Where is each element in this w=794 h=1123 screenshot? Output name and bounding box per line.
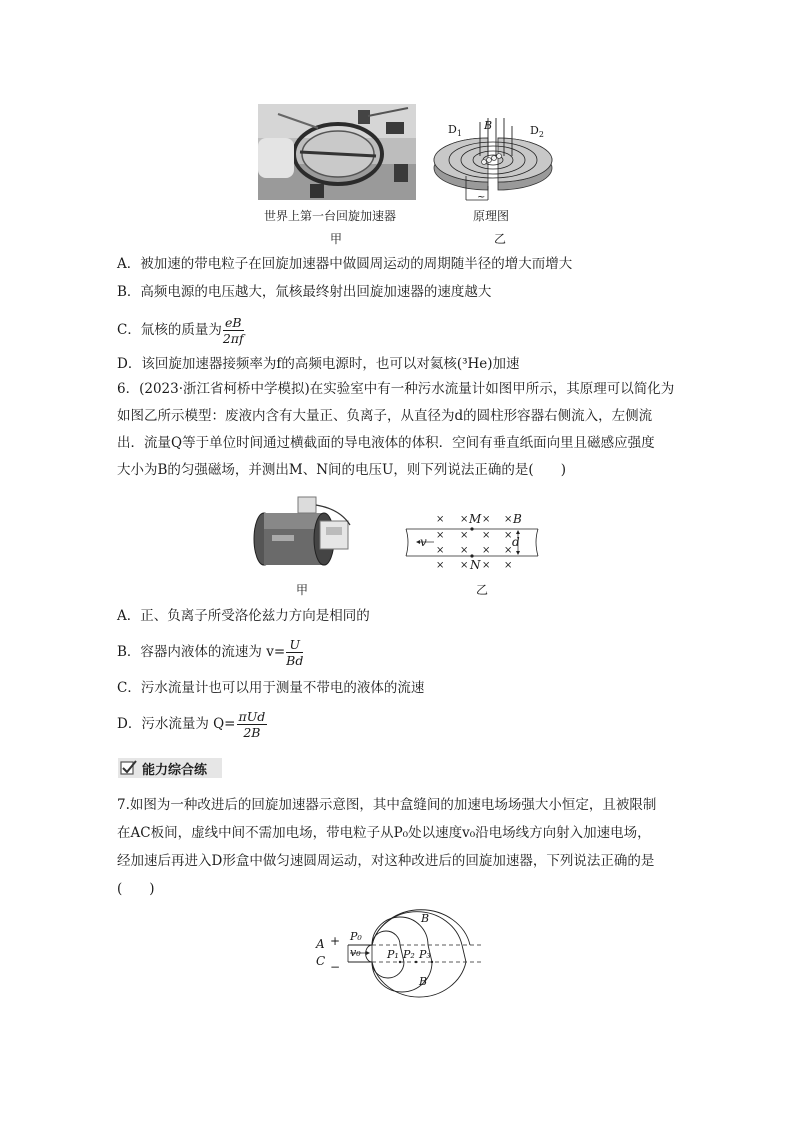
ac-source-symbol: ~: [477, 192, 486, 203]
q5-option-d: D．该回旋加速器接频率为f的高频电源时，也可以对氦核(³He)加速: [117, 356, 520, 372]
figure-label-yi: 乙: [494, 232, 507, 246]
field-cross: ×: [504, 514, 513, 525]
q7-stem-line-3: 经加速后再进入D形盒中做匀速圆周运动，对这种改进后的回旋加速器，下列说法正确的是: [117, 853, 655, 869]
field-cross: ×: [460, 530, 469, 541]
q5-option-a: A．被加速的带电粒子在回旋加速器中做圆周运动的周期随半径的增大而增大: [117, 256, 573, 272]
q7-stem-line-2: 在AC板间，虚线中间不需加电场，带电粒子从P₀处以速度v₀沿电场线方向射入加速电场，: [117, 825, 651, 841]
d1-label: $D_1$: [448, 123, 462, 139]
field-cross: ×: [460, 545, 469, 556]
field-cross: ×: [436, 545, 445, 556]
label-b-field: B: [513, 512, 522, 526]
section-title: 能力综合练: [142, 763, 208, 778]
q6-stem-line-4: 大小为B的匀强磁场，并测出M、N间的电压U，则下列说法正确的是( ): [117, 462, 566, 478]
q6-option-a: A．正、负离子所受洛伦兹力方向是相同的: [117, 608, 370, 624]
q6-stem-line-3: 出．流量Q等于单位时间通过横截面的导电液体的体积．空间有垂直纸面向里且磁感应强度: [117, 435, 655, 451]
q6-figure-label-jia: 甲: [296, 583, 309, 597]
q7-stem-line-4: ( ): [117, 881, 155, 897]
q6-option-b-fraction: $\frac{U}{Bd}$: [286, 637, 304, 668]
q6-option-b: B．容器内液体的流速为 v= $\frac{U}{Bd}$: [117, 637, 304, 668]
field-cross: ×: [436, 560, 445, 571]
p1-label: P₁: [387, 948, 399, 961]
section-header: [118, 758, 222, 778]
flowmeter-photo: [250, 495, 358, 573]
q5-option-c-fraction: $\frac{eB}{2\pi f}$: [222, 315, 244, 346]
field-cross: ×: [504, 545, 513, 556]
b-field-label: B: [484, 119, 493, 132]
photo-caption: 世界上第一台回旋加速器: [264, 209, 397, 223]
q6-stem-line-1: 6．(2023·浙江省柯桥中学模拟)在实验室中有一种污水流量计如图甲所示，其原理可以简化为: [117, 381, 675, 397]
q6-option-d: D．污水流量为 Q= $\frac{\text{πUd}}{2B}$: [117, 709, 266, 740]
p0-label: P₀: [350, 930, 362, 943]
label-m: M: [469, 512, 482, 526]
checkbox-icon: [120, 759, 138, 780]
q7-stem-line-1: 7.如图为一种改进后的回旋加速器示意图，其中盒缝间的加速电场场强大小恒定，且被限制: [117, 797, 657, 813]
b-bottom-label: B: [419, 975, 428, 988]
p2-label: P₂: [403, 948, 415, 961]
label-d: d: [512, 535, 520, 549]
v0-label: v₀: [350, 946, 361, 959]
figure-label-jia: 甲: [330, 232, 343, 246]
field-cross: ×: [482, 545, 491, 556]
label-n: N: [470, 558, 481, 572]
field-cross: ×: [482, 560, 491, 571]
field-cross: ×: [504, 530, 513, 541]
q5-option-b: B．高频电源的电压越大，氚核最终射出回旋加速器的速度越大: [117, 284, 492, 300]
field-cross: ×: [482, 514, 491, 525]
d2-label: $D_2$: [530, 124, 544, 140]
field-cross: ×: [460, 514, 469, 525]
field-cross: ×: [436, 530, 445, 541]
q5-option-c: C．氚核的质量为 $\frac{eB}{2\pi f}$: [117, 315, 244, 346]
field-cross: ×: [504, 560, 513, 571]
cyclotron-photo: [258, 104, 416, 200]
plate-a-label: A: [316, 937, 325, 951]
plus-sign: +: [330, 934, 341, 948]
p3-label: P₃: [419, 948, 431, 961]
q6-figure-label-yi: 乙: [476, 583, 489, 597]
q6-option-c: C．污水流量计也可以用于测量不带电的液体的流速: [117, 680, 425, 696]
label-v: v: [420, 535, 427, 549]
minus-sign: −: [330, 960, 341, 974]
field-cross: ×: [482, 530, 491, 541]
q6-stem-line-2: 如图乙所示模型：废液内含有大量正、负离子，从直径为d的圆柱形容器右侧流入，左侧流: [117, 408, 653, 424]
plate-c-label: C: [316, 954, 326, 968]
field-cross: ×: [436, 514, 445, 525]
diagram-caption: 原理图: [473, 209, 510, 223]
q6-option-d-fraction: $\frac{\text{πUd}}{2B}$: [238, 709, 266, 740]
b-top-label: B: [421, 912, 430, 925]
field-cross: ×: [460, 560, 469, 571]
